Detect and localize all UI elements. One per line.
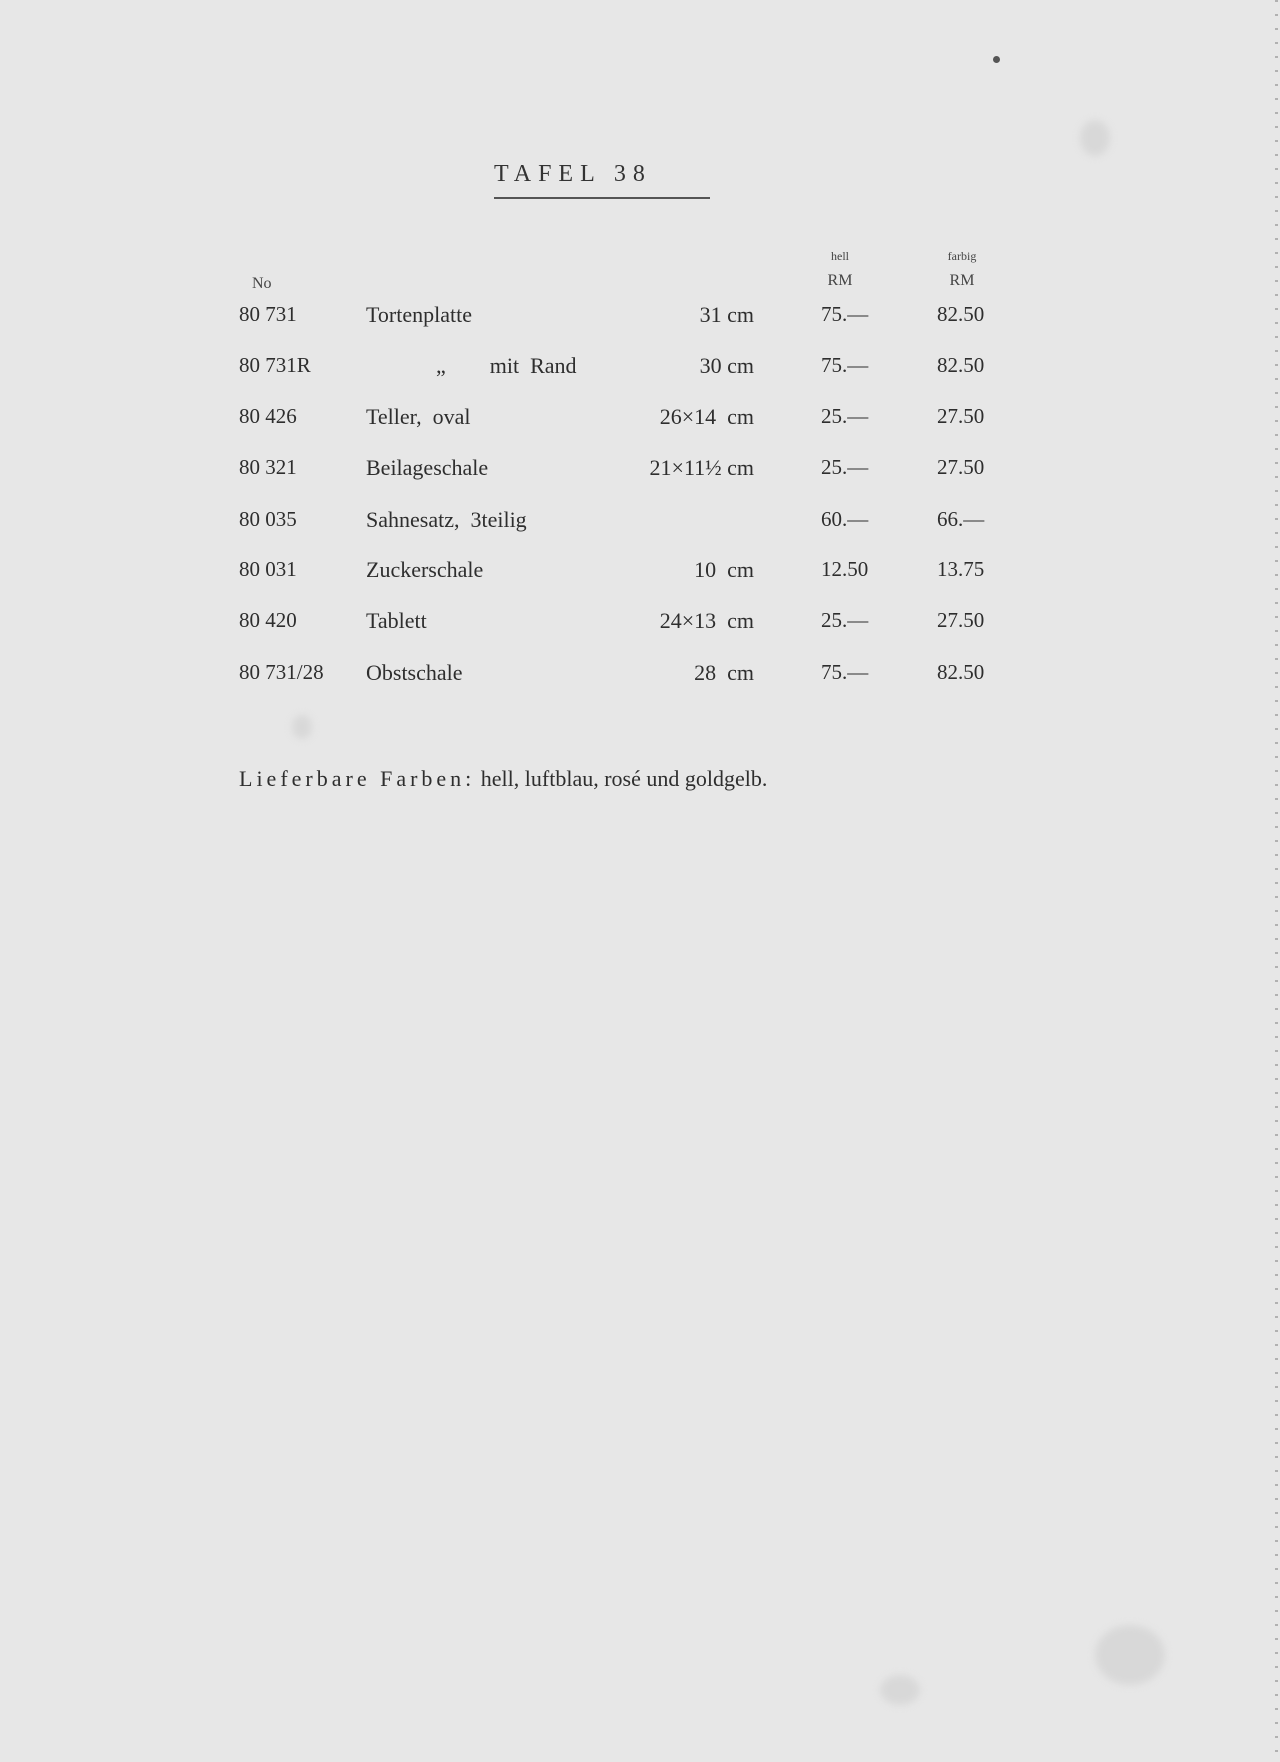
item-size: 10 cm	[694, 557, 754, 582]
price-hell: 25.—	[821, 455, 869, 479]
item-number: 80 321	[239, 455, 297, 479]
item-name: Sahnesatz, 3teilig	[366, 507, 527, 532]
available-colors-note	[239, 766, 767, 792]
price-farbig: 82.50	[937, 353, 985, 377]
item-number: 80 731	[239, 302, 297, 326]
paper-smudge	[880, 1675, 920, 1705]
column-header-rm-hell: RM	[827, 272, 853, 289]
price-farbig: 82.50	[937, 302, 985, 326]
paper-smudge	[1080, 120, 1110, 156]
price-hell: 12.50	[821, 557, 869, 581]
title-underline	[494, 197, 710, 199]
item-size: 24×13 cm	[659, 608, 754, 633]
paper-smudge	[1095, 1625, 1165, 1685]
price-farbig: 27.50	[937, 455, 985, 479]
column-header-farbig: farbig	[947, 249, 977, 263]
item-name: Zuckerschale	[366, 557, 484, 582]
item-size: 30 cm	[699, 353, 754, 378]
price-hell: 60.—	[821, 507, 869, 531]
available-colors-list: hell, luftblau, rosé und goldgelb.	[480, 766, 768, 791]
price-hell: 25.—	[821, 404, 869, 428]
item-size: 21×11½ cm	[649, 455, 754, 480]
table-row	[0, 455, 1280, 495]
table-row	[0, 507, 1280, 547]
item-name: „ mit Rand	[436, 353, 577, 378]
page-title: TAFEL 38	[494, 161, 652, 187]
price-farbig: 27.50	[937, 608, 985, 632]
table-row	[0, 302, 1280, 342]
price-hell: 75.—	[821, 302, 869, 326]
paper-smudge	[292, 715, 312, 739]
item-size: 28 cm	[694, 660, 754, 685]
price-hell: 75.—	[821, 353, 869, 377]
price-farbig: 27.50	[937, 404, 985, 428]
ink-speck	[993, 56, 1000, 63]
item-number: 80 731/28	[239, 660, 324, 684]
table-row	[0, 404, 1280, 444]
price-farbig: 82.50	[937, 660, 985, 684]
price-farbig: 66.—	[937, 507, 985, 531]
item-number: 80 426	[239, 404, 297, 428]
item-number: 80 031	[239, 557, 297, 581]
table-row	[0, 660, 1280, 700]
available-colors-label: Lieferbare Farben:	[239, 766, 476, 791]
column-header-rm-farbig: RM	[949, 272, 975, 289]
price-hell: 25.—	[821, 608, 869, 632]
item-size: 26×14 cm	[659, 404, 754, 429]
item-size: 31 cm	[699, 302, 754, 327]
item-name: Beilageschale	[366, 455, 489, 480]
table-row	[0, 557, 1280, 597]
item-number: 80 035	[239, 507, 297, 531]
table-row	[0, 353, 1280, 393]
item-name: Tortenplatte	[366, 302, 472, 327]
price-farbig: 13.75	[937, 557, 985, 581]
item-name: Teller, oval	[366, 404, 471, 429]
price-hell: 75.—	[821, 660, 869, 684]
column-header-hell: hell	[831, 249, 849, 263]
table-row	[0, 608, 1280, 648]
item-number: 80 420	[239, 608, 297, 632]
item-name: Obstschale	[366, 660, 463, 685]
column-header-no: No	[252, 275, 272, 292]
item-number: 80 731R	[239, 353, 311, 377]
item-name: Tablett	[366, 608, 427, 633]
scan-edge-perforation	[1275, 0, 1278, 1762]
